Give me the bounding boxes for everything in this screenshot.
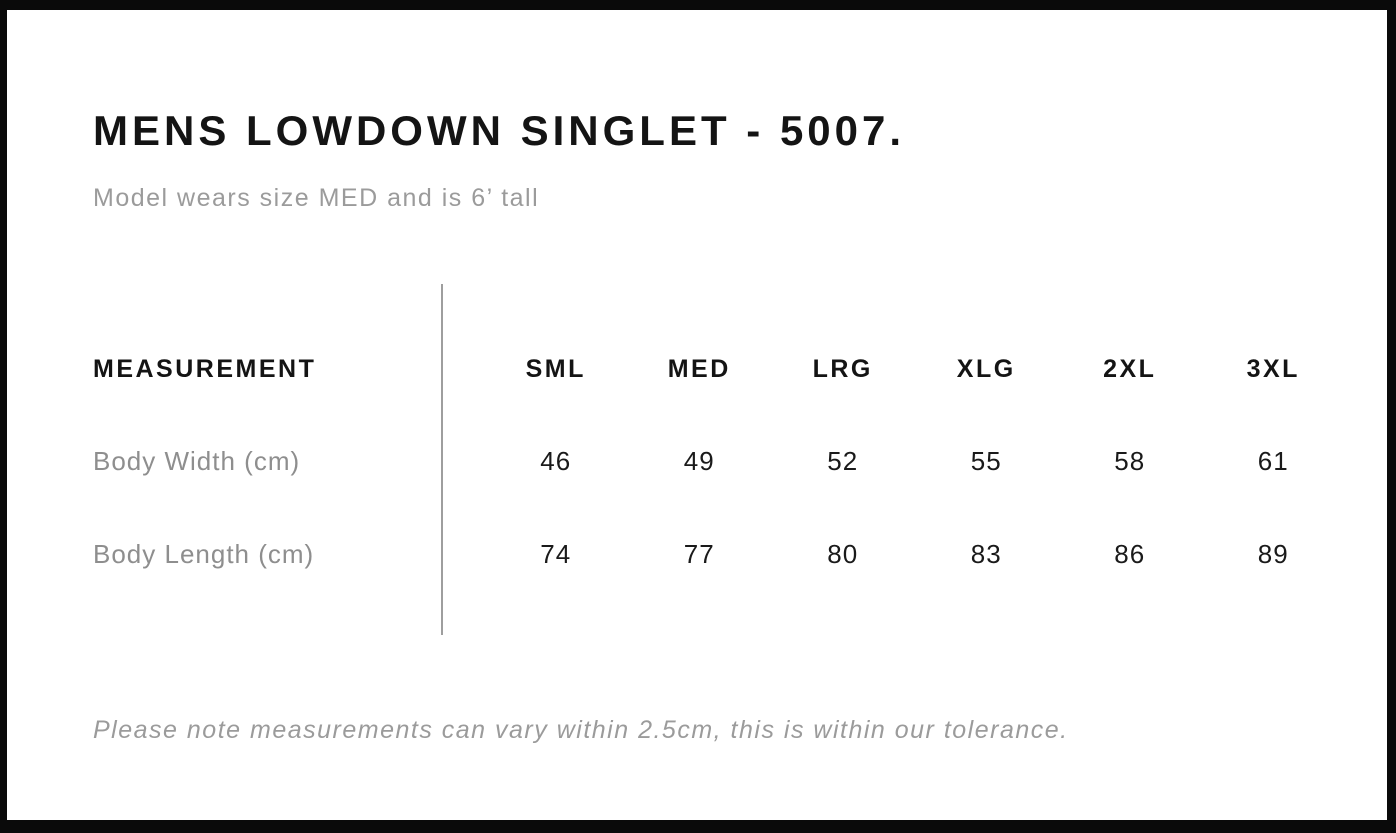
size-column-header-3xl: 3XL [1246,354,1300,383]
body-length-xlg: 83 [970,539,1002,569]
table-row-body-width [93,415,1345,508]
row-label-body-width: Body Width (cm) [93,446,301,476]
body-width-lrg: 52 [827,446,859,476]
tolerance-note: Please note measurements can vary within 2.5cm, this is within our tolerance. [93,716,1069,744]
body-width-xlg: 55 [970,446,1002,476]
page-title: MENS LOWDOWN SINGLET - 5007. [93,107,906,154]
size-column-header-lrg: LRG [812,354,873,383]
table-row-body-length [93,508,1345,601]
body-width-2xl: 58 [1114,446,1146,476]
size-table [93,323,1345,601]
size-column-header-2xl: 2XL [1103,354,1157,383]
body-width-3xl: 61 [1257,446,1289,476]
body-length-med: 77 [683,539,715,569]
body-length-3xl: 89 [1257,539,1289,569]
size-chart-content [7,10,1387,820]
body-width-med: 49 [683,446,715,476]
body-length-lrg: 80 [827,539,859,569]
size-column-header-sml: SML [525,354,586,383]
body-length-sml: 74 [540,539,572,569]
measurement-header: MEASUREMENT [93,354,317,383]
size-column-header-xlg: XLG [956,354,1016,383]
model-size-subtitle: Model wears size MED and is 6’ tall [93,184,540,212]
body-width-sml: 46 [540,446,572,476]
row-label-body-length: Body Length (cm) [93,539,315,569]
table-header-row [93,323,1345,415]
size-column-header-med: MED [667,354,731,383]
body-length-2xl: 86 [1114,539,1146,569]
